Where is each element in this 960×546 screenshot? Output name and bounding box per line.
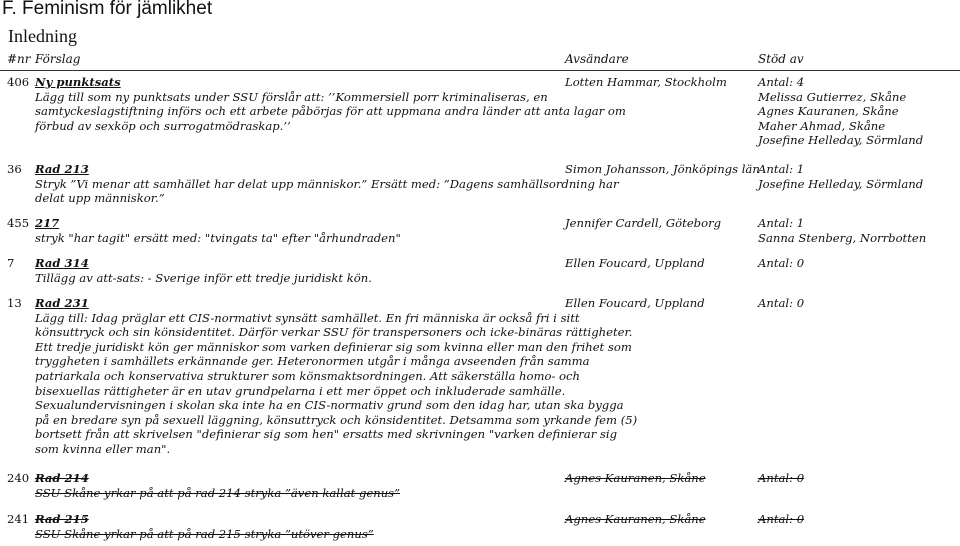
supporter-name: Agnes Kauranen, Skåne <box>758 104 899 119</box>
motion-text <box>35 527 374 542</box>
motion-sender: Lotten Hammar, Stockholm <box>565 75 727 89</box>
motion-sender: Agnes Kauranen, Skåne <box>565 471 706 485</box>
motion-sender: Ellen Foucard, Uppland <box>565 296 705 310</box>
section-title: F. Feminism för jämlikhet <box>2 0 213 19</box>
supporter-name: Melissa Gutierrez, Skåne <box>758 89 907 104</box>
motion-text-line: förbud av sexköp och surrogatmödraskap.’’ <box>35 118 291 133</box>
motion-number: 13 <box>7 296 22 310</box>
motion-text-line: Lägg till: Idag präglar ett CIS-normativt synsätt samhället. En fri människa är också fri i sitt <box>35 310 580 325</box>
motion-number: 240 <box>7 471 30 485</box>
motion-support <box>758 512 804 527</box>
motion-text <box>35 311 637 457</box>
motion-support <box>758 162 923 191</box>
support-count: Antal: 0 <box>758 512 805 526</box>
subsection-title: Inledning <box>8 26 77 46</box>
column-header-proposal: Förslag <box>35 52 81 66</box>
motion-support <box>758 75 923 148</box>
motion-support <box>758 471 804 486</box>
motion-number: 406 <box>7 75 30 89</box>
motion-text-line: Lägg till som ny punktsats under SSU förslår att: ’’Kommersiell porr kriminaliseras, en <box>35 89 548 104</box>
support-count: Antal: 1 <box>758 162 805 176</box>
motion-support <box>758 296 804 311</box>
motion-text-line: delat upp människor.” <box>35 191 165 206</box>
motion-line-ref: 217 <box>35 216 60 230</box>
motion-line-ref: Ny punktsats <box>35 75 121 89</box>
motion-line-ref: Rad 215 <box>35 512 89 526</box>
motion-support <box>758 256 804 271</box>
motion-text-line: bisexuellas rättigheter är en utav grundpelarna i ett mer öppet och inkluderade samhälle. <box>35 383 566 398</box>
column-header-nr: #nr <box>7 52 31 66</box>
supporter-name: Sanna Stenberg, Norrbotten <box>758 230 927 245</box>
motion-sender: Agnes Kauranen, Skåne <box>565 512 706 526</box>
motion-text-line: Ett tredje juridiskt kön ger människor som varken definierar sig som kvinna eller man den frihet som <box>35 339 632 354</box>
support-count: Antal: 0 <box>758 256 805 270</box>
motion-text-line: stryk "har tagit" ersätt med: "tvingats ta" efter "århundraden" <box>35 230 401 245</box>
motion-number: 455 <box>7 216 30 230</box>
motion-sender: Ellen Foucard, Uppland <box>565 256 705 270</box>
motion-line-ref: Rad 231 <box>35 296 89 310</box>
supporter-name: Maher Ahmad, Skåne <box>758 118 886 133</box>
support-count: Antal: 4 <box>758 75 805 89</box>
motion-text <box>35 177 619 206</box>
motion-sender: Jennifer Cardell, Göteborg <box>565 216 722 230</box>
supporter-name: Josefine Helleday, Sörmland <box>758 176 924 191</box>
motion-text-line: patriarkala och konservativa strukturer som könsmaktsordningen. Att säkerställa homo- och <box>35 368 581 383</box>
motion-text-line: Tillägg av att-sats: - Sverige inför ett tredje juridiskt kön. <box>35 270 372 285</box>
column-header-row <box>0 50 960 68</box>
motion-line-ref: Rad 214 <box>35 471 89 485</box>
motion-line-ref: Rad 314 <box>35 256 89 270</box>
support-count: Antal: 1 <box>758 216 805 230</box>
column-header-support: Stöd av <box>758 52 804 66</box>
motion-sender: Simon Johansson, Jönköpings län <box>565 162 760 176</box>
motion-text-line: tryggheten i samhällets erkännande ger. Heteronormen utgår i många avseenden från samma <box>35 354 590 369</box>
motion-number: 241 <box>7 512 30 526</box>
motion-text-line: samtyckeslagstiftning införs och ett arbete påbörjas för att uppmana andra länder att anta lagar om <box>35 104 626 119</box>
support-count: Antal: 0 <box>758 296 805 310</box>
motion-line-ref: Rad 213 <box>35 162 89 176</box>
motion-text-line: bortsett från att skrivelsen "definierar sig som hen" ersatts med skrivningen "varken definierar sig <box>35 427 618 442</box>
motion-text-line: som kvinna eller man". <box>35 441 171 456</box>
motion-text <box>35 271 372 286</box>
motion-text <box>35 486 400 501</box>
motion-text-line: Sexualundervisningen i skolan ska inte ha en CIS-normativ grund som den idag har, utan ska bygga <box>35 398 624 413</box>
motion-text <box>35 90 626 134</box>
column-header-sender: Avsändare <box>565 52 629 66</box>
motion-text-line: Stryk ”Vi menar att samhället har delat upp människor.” Ersätt med: ”Dagens samhällsordning har <box>35 176 619 191</box>
motion-text <box>35 231 401 246</box>
motion-text-line: SSU Skåne yrkar på att på rad 215 stryka ”utöver genus” <box>35 526 374 541</box>
motion-text-line: SSU Skåne yrkar på att på rad 214 stryka ”även kallat genus” <box>35 485 401 500</box>
support-count: Antal: 0 <box>758 471 805 485</box>
header-divider <box>0 70 960 71</box>
motion-text-line: på en bredare syn på sexuell läggning, könsuttryck och könsidentitet. Detsamma som yrkande fem (5) <box>35 412 638 427</box>
motion-support <box>758 216 926 245</box>
motion-text-line: könsuttryck och sin könsidentitet. Därför verkar SSU för transpersoners och icke-binäras rättigheter. <box>35 325 633 340</box>
motion-number: 7 <box>7 256 15 270</box>
motion-number: 36 <box>7 162 22 176</box>
supporter-name: Josefine Helleday, Sörmland <box>758 133 924 148</box>
